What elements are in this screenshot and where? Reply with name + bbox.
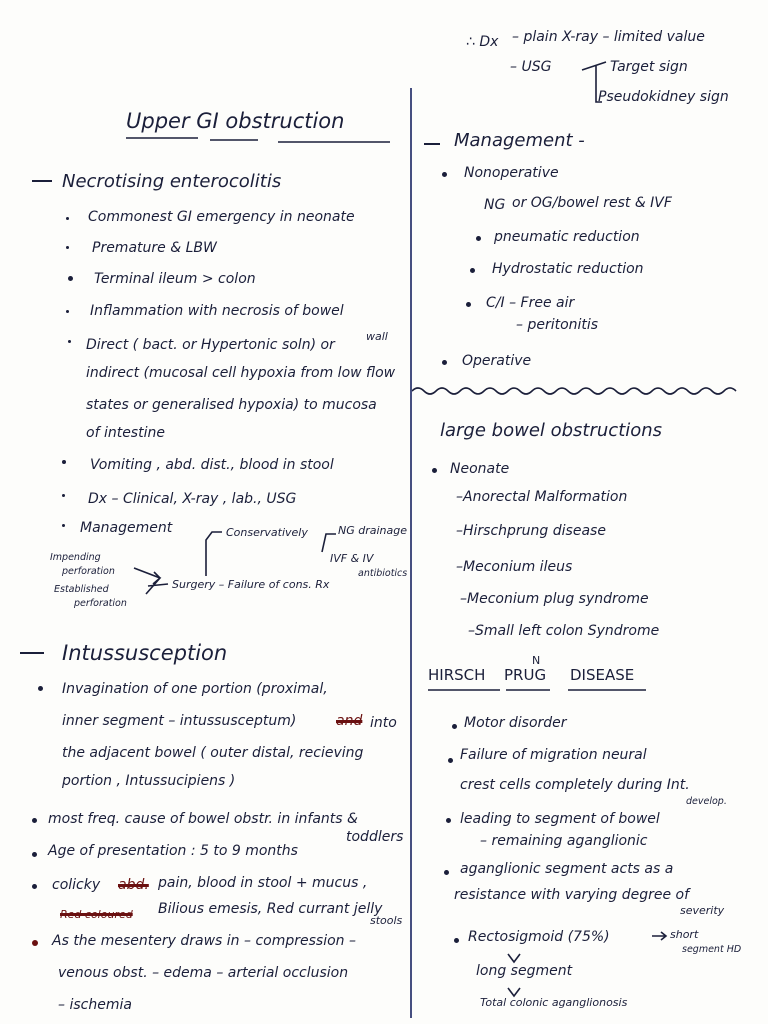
lbo-bullet (432, 468, 437, 473)
intuss-invag-into: into (370, 715, 397, 731)
nec-direct-line: of intestine (86, 425, 165, 441)
dx-pseudokidney-sign: Pseudokidney sign (598, 89, 729, 105)
hd-develop: develop. (686, 796, 727, 807)
mgmt-bullet (442, 172, 447, 177)
dx-label: ∴ Dx (466, 34, 499, 50)
intuss-colicky: colicky (52, 877, 101, 893)
nec-conservatively: Conservatively (226, 526, 308, 539)
nec-bullet (62, 460, 66, 464)
intuss-most-freq: most freq. cause of bowel obstr. in infants & (48, 811, 358, 827)
intuss-invag-line: portion , Intussucipiens ) (62, 773, 236, 789)
lbo-heading: large bowel obstructions (440, 420, 663, 441)
nec-bullet (68, 340, 71, 343)
intuss-mesentery: As the mesentery draws in – compression – (52, 933, 356, 949)
lbo-item: –Hirschprung disease (456, 523, 606, 539)
hd-long-segment: long segment (476, 963, 573, 979)
hd-leading: leading to segment of bowel (460, 811, 660, 827)
intuss-bullet (38, 686, 43, 691)
hd-failure-line: crest cells completely during Int. (460, 777, 690, 793)
nec-ivf: IVF & IV (330, 552, 374, 565)
hd-heading-insert: N (532, 654, 541, 667)
mgmt-operative: Operative (462, 353, 532, 369)
hd-bullet (448, 758, 453, 763)
intuss-struck-word: and (336, 713, 363, 729)
mgmt-heading: Management - (454, 130, 585, 151)
hd-motor: Motor disorder (464, 715, 567, 731)
nec-perforation-1: perforation (62, 566, 115, 577)
intuss-red-struck: Red coloured (60, 908, 133, 921)
dx-usg: – USG (510, 59, 552, 75)
nec-direct-line: Direct ( bact. or Hypertonic soln) or (86, 337, 335, 353)
wavy-separator (412, 384, 742, 398)
hd-heading-pre: HIRSCH (428, 666, 486, 684)
hd-aganglionic: – remaining aganglionic (480, 833, 648, 849)
mgmt-bullet (442, 360, 447, 365)
hd-bullet (454, 938, 459, 943)
mgmt-bullet (476, 236, 481, 241)
nec-item: Premature & LBW (92, 240, 217, 256)
hd-severity: severity (680, 904, 725, 917)
intuss-colicky-rest: pain, blood in stool + mucus , (158, 875, 368, 891)
intuss-ischemia: – ischemia (58, 997, 132, 1013)
nec-item-cont: wall (366, 330, 388, 343)
nec-bullet (66, 246, 69, 249)
nec-impending: Impending (50, 552, 101, 563)
intuss-stools: stools (370, 914, 403, 927)
intuss-bullet (32, 852, 37, 857)
nec-item: Commonest GI emergency in neonate (88, 209, 355, 225)
nec-bullet (66, 217, 69, 220)
mgmt-dash (424, 143, 440, 145)
intuss-bilious: Bilious emesis, Red currant jelly (158, 901, 383, 917)
intuss-heading: Intussusception (62, 641, 228, 665)
hd-heading-mid: PRUG (504, 666, 547, 684)
hd-segment-line: resistance with varying degree of (454, 887, 690, 903)
nec-vomiting: Vomiting , abd. dist., blood in stool (90, 457, 334, 473)
hd-bullet (452, 724, 457, 729)
hd-bullet (444, 870, 449, 875)
nec-dash (32, 180, 52, 182)
intuss-toddlers: toddlers (346, 829, 404, 845)
dx-plain-xray: – plain X-ray – limited value (512, 29, 705, 45)
intuss-invag-line: the adjacent bowel ( outer distal, recieving (62, 745, 364, 761)
intuss-dash (20, 652, 44, 654)
intuss-bullet (32, 818, 37, 823)
nec-item: Terminal ileum > colon (94, 271, 256, 287)
dx-target-sign: Target sign (610, 59, 688, 75)
nec-bullet (62, 494, 65, 497)
hd-rectosigmoid: Rectosigmoid (75%) (468, 929, 610, 945)
hd-short-segment: short (670, 928, 699, 941)
lbo-neonate: Neonate (450, 461, 510, 477)
intuss-invag-line: inner segment – intussusceptum) (62, 713, 297, 729)
hd-bullet (446, 818, 451, 823)
nec-direct-line: indirect (mucosal cell hypoxia from low flow (86, 365, 396, 381)
intuss-age: Age of presentation : 5 to 9 months (48, 843, 298, 859)
nec-item: Inflammation with necrosis of bowel (90, 303, 344, 319)
intuss-bullet (32, 940, 38, 946)
nec-management: Management (80, 520, 173, 536)
nec-bullet (66, 310, 69, 313)
nec-direct-line: states or generalised hypoxia) to mucosa (86, 397, 377, 413)
nec-ng-drainage: NG drainage (338, 524, 408, 537)
mgmt-ci: C/I – Free air (486, 295, 575, 311)
mgmt-bullet (466, 302, 471, 307)
hd-segment-line: aganglionic segment acts as a (460, 861, 674, 877)
lbo-item: –Meconium plug syndrome (460, 591, 649, 607)
nec-bullet (62, 524, 65, 527)
mgmt-hydrostatic: Hydrostatic reduction (492, 261, 644, 277)
intuss-invag-line: Invagination of one portion (proximal, (62, 681, 328, 697)
hd-heading-post: DISEASE (570, 666, 635, 684)
mgmt-pneumatic: pneumatic reduction (494, 229, 640, 245)
lbo-item: –Meconium ileus (456, 559, 573, 575)
mgmt-ng: NG (484, 197, 506, 213)
nec-surgery: Surgery – Failure of cons. Rx (172, 578, 330, 591)
hd-failure-line: Failure of migration neural (460, 747, 647, 763)
mgmt-peritonitis: – peritonitis (516, 317, 599, 333)
page-title: Upper GI obstruction (126, 109, 345, 133)
mgmt-ng-rest: or OG/bowel rest & IVF (512, 195, 672, 211)
intuss-venous: venous obst. – edema – arterial occlusion (58, 965, 349, 981)
nec-established: Established (54, 584, 109, 595)
nec-antibiotics: antibiotics (358, 568, 408, 579)
nec-perforation-2: perforation (74, 598, 127, 609)
intuss-bullet (32, 884, 37, 889)
nec-dx: Dx – Clinical, X-ray , lab., USG (88, 491, 297, 507)
column-divider (410, 88, 412, 1018)
intuss-colicky-struck: abd. (118, 877, 149, 893)
hd-short-segment-2: segment HD (682, 944, 742, 955)
lbo-item: –Anorectal Malformation (456, 489, 628, 505)
nec-bullet (68, 276, 73, 281)
nec-heading: Necrotising enterocolitis (62, 171, 282, 192)
mgmt-nonop: Nonoperative (464, 165, 559, 181)
mgmt-bullet (470, 268, 475, 273)
lbo-item: –Small left colon Syndrome (468, 623, 660, 639)
hd-total: Total colonic aganglionosis (480, 996, 628, 1009)
